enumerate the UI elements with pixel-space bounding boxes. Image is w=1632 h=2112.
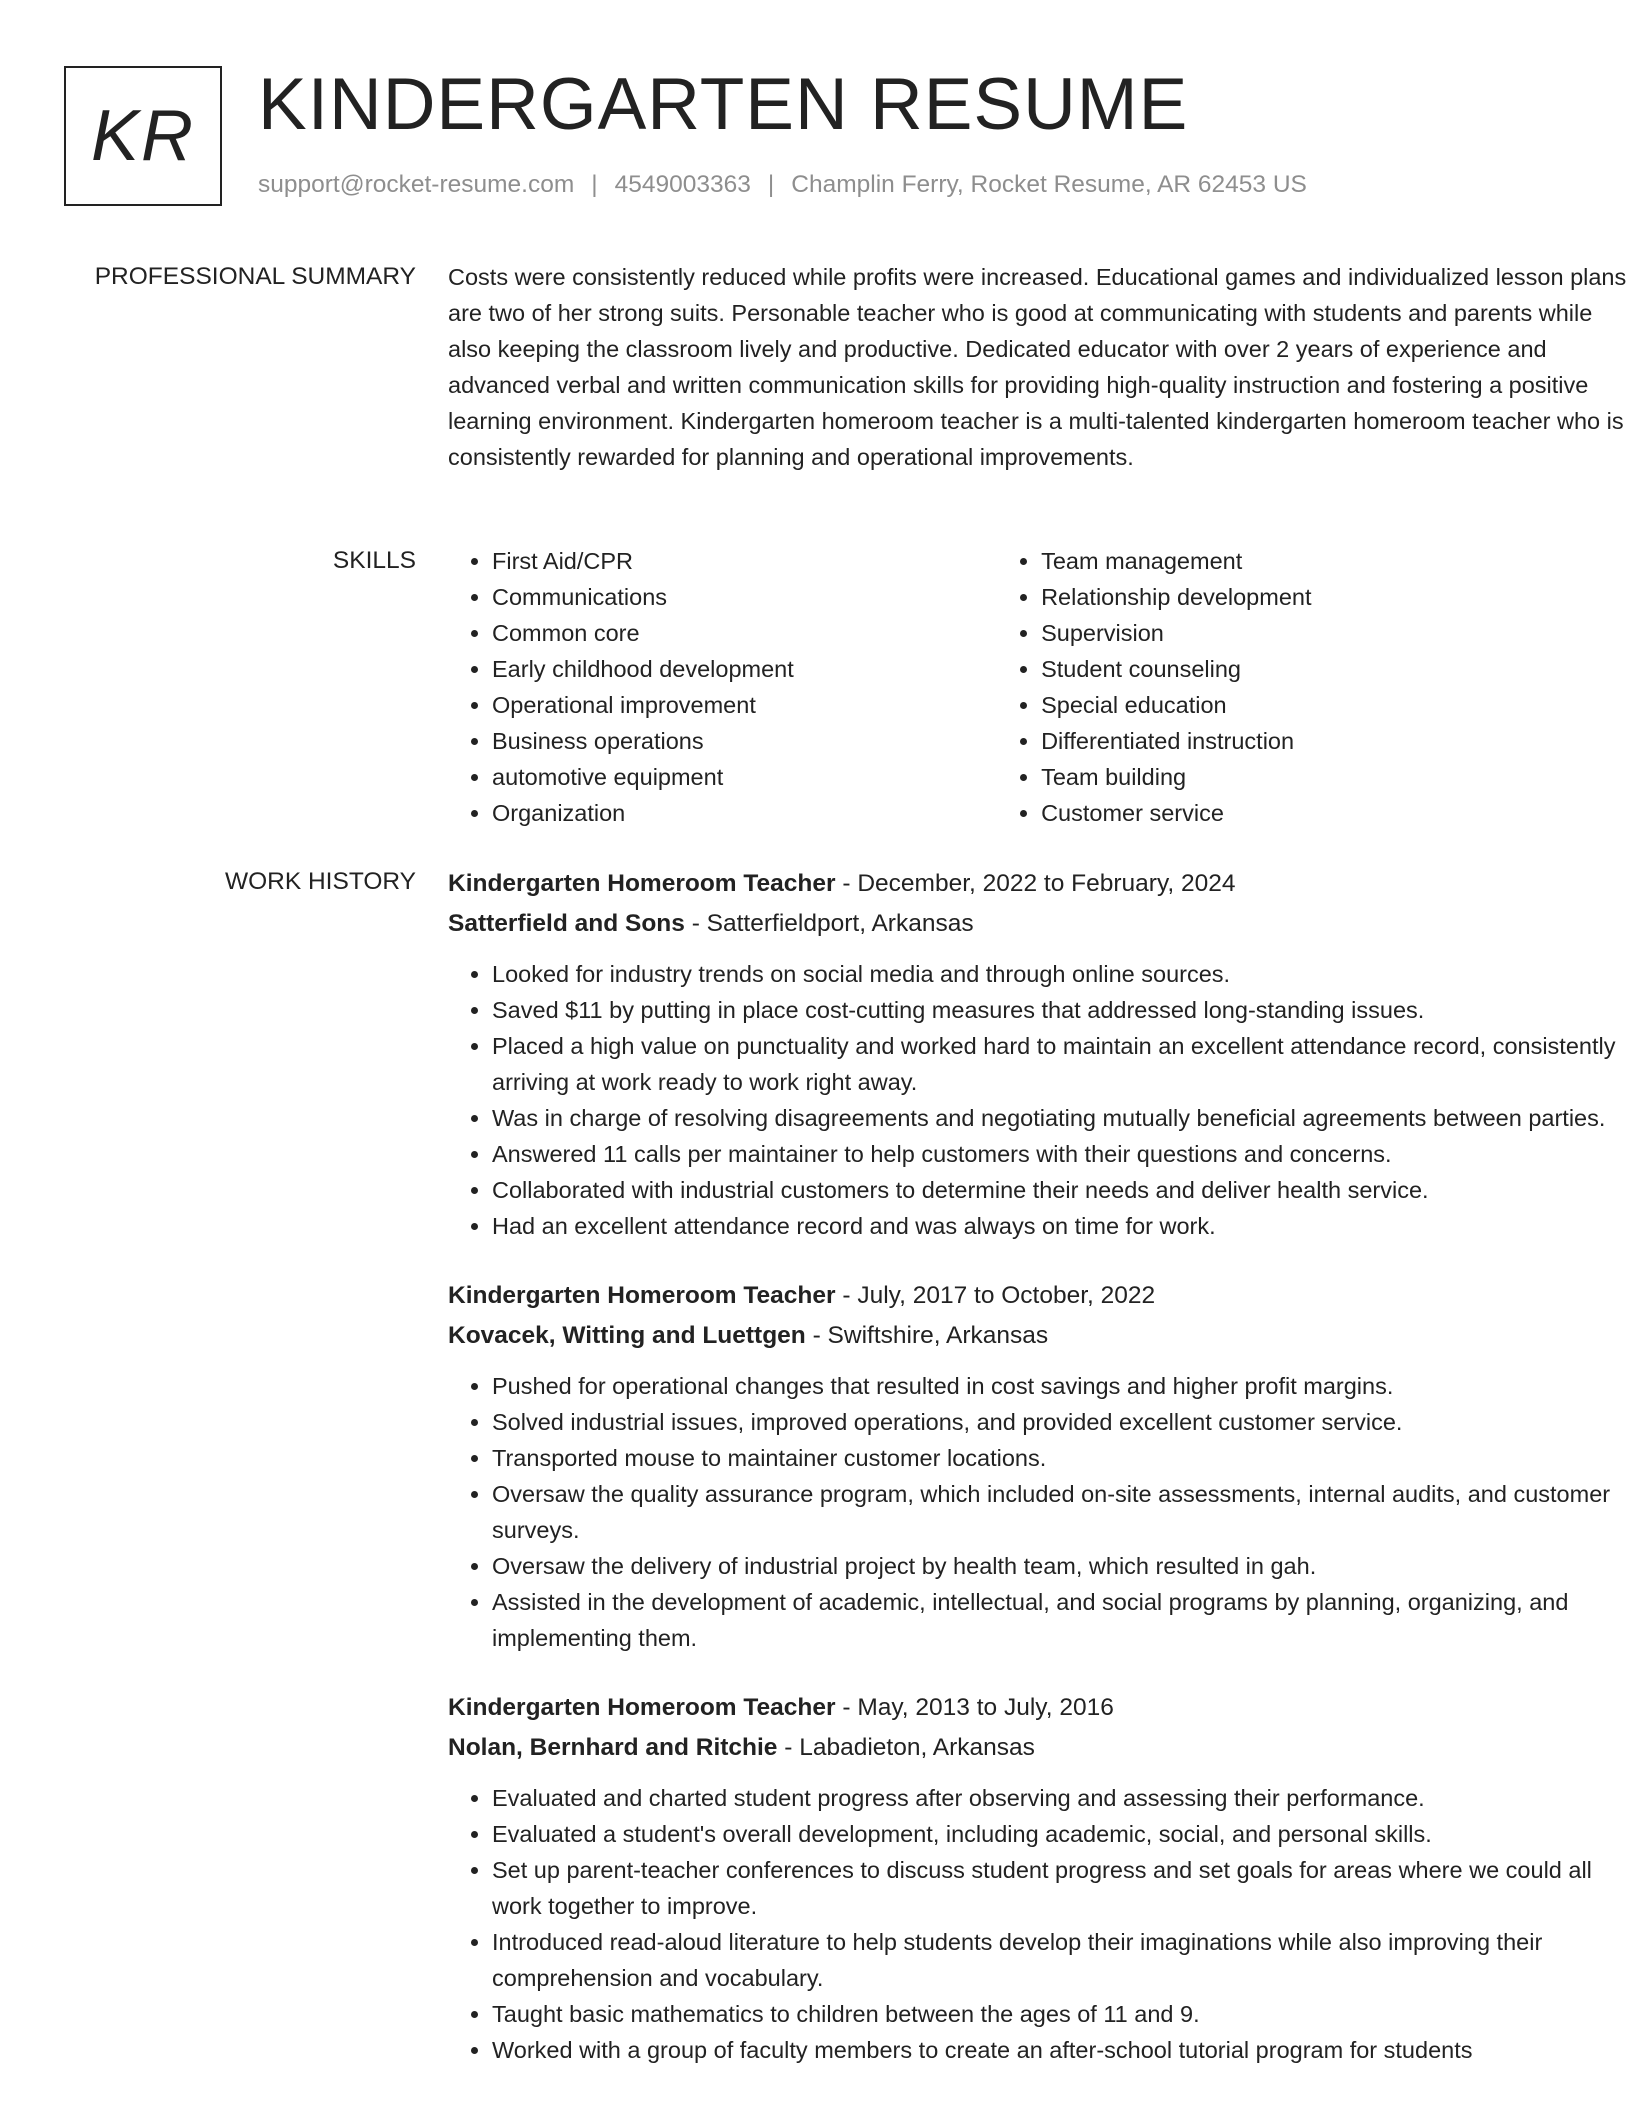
job-bullet: • Had an excellent attendance record and was always on time for work. (492, 1208, 1632, 1244)
job-bullet: • Answered 11 calls per maintainer to help customers with their questions and concerns. (492, 1136, 1632, 1172)
job-entry (448, 864, 1632, 1244)
job-bullet: • Set up parent-teacher conferences to discuss student progress and set goals for areas where we could all work together to improve. (492, 1852, 1632, 1924)
job-bullets (448, 1780, 1632, 2068)
job-title: Kindergarten Homeroom Teacher (448, 870, 836, 897)
job-bullets (448, 1368, 1632, 1656)
job-title-line (448, 1276, 1632, 1316)
job-bullet: • Looked for industry trends on social media and through online sources. (492, 956, 1632, 992)
job-entry (448, 1276, 1632, 1656)
skills-list-left (448, 543, 997, 831)
job-bullet: • Collaborated with industrial customers to determine their needs and deliver health service. (492, 1172, 1632, 1208)
skill-item: • Early childhood development (492, 651, 997, 687)
skill-item: • Student counseling (1041, 651, 1632, 687)
work-history-heading: WORK HISTORY (224, 868, 416, 895)
contact-separator: | (591, 171, 598, 198)
contact-email[interactable]: support@rocket-resume.com (258, 171, 575, 198)
skills-heading: SKILLS (332, 547, 416, 574)
skill-item: • Relationship development (1041, 579, 1632, 615)
skill-item: • Differentiated instruction (1041, 723, 1632, 759)
job-bullets (448, 956, 1632, 1244)
job-dates: - May, 2013 to July, 2016 (835, 1694, 1114, 1721)
contact-line (258, 170, 1307, 200)
job-bullet: • Introduced read-aloud literature to help students develop their imaginations while also improving their comprehension and vocabulary. (492, 1924, 1632, 1996)
job-title-line (448, 864, 1632, 904)
skills-content (448, 543, 1632, 831)
job-bullet: • Oversaw the delivery of industrial project by health team, which resulted in gah. (492, 1548, 1632, 1584)
job-company: Satterfield and Sons (448, 910, 685, 937)
skill-item: • Team building (1041, 759, 1632, 795)
skill-item: • Common core (492, 615, 997, 651)
skill-item: • automotive equipment (492, 759, 997, 795)
job-bullet: • Assisted in the development of academic, intellectual, and social programs by planning, organizing, and implementing them. (492, 1584, 1632, 1656)
job-list (448, 864, 1632, 2068)
skills-list-right (997, 543, 1632, 831)
job-company: Kovacek, Witting and Luettgen (448, 1322, 806, 1349)
job-dates: - December, 2022 to February, 2024 (835, 870, 1236, 897)
job-bullet: • Saved $11 by putting in place cost-cutting measures that addressed long-standing issues. (492, 992, 1632, 1028)
page-title: KINDERGARTEN RESUME (258, 64, 1189, 145)
job-bullet: • Transported mouse to maintainer customer locations. (492, 1440, 1632, 1476)
work-history-content (448, 864, 1632, 2100)
job-bullet: • Evaluated a student's overall development, including academic, social, and personal skills. (492, 1816, 1632, 1852)
skill-item: • Operational improvement (492, 687, 997, 723)
skill-item: • Team management (1041, 543, 1632, 579)
skill-item: • Supervision (1041, 615, 1632, 651)
job-title: Kindergarten Homeroom Teacher (448, 1282, 836, 1309)
job-company-line (448, 1316, 1632, 1356)
contact-phone[interactable]: 4549003363 (614, 171, 751, 198)
summary-text: Costs were consistently reduced while profits were increased. Educational games and individualized lesson plans are two of her strong suits. Personable teacher who is good at communicating with students and parents while also keeping the classroom lively and productive. Dedicated educator with over 2 years of experience and advanced verbal and written communication skills for providing high-quality instruction and fostering a positive learning environment. Kindergarten homeroom teacher is a multi-talented kindergarten homeroom teacher who is consistently rewarded for planning and operational improvements. (448, 264, 1627, 470)
contact-address: Champlin Ferry, Rocket Resume, AR 62453 US (791, 171, 1307, 198)
skill-item: • Special education (1041, 687, 1632, 723)
job-entry (448, 1688, 1632, 2068)
skill-item: • Communications (492, 579, 997, 615)
job-company-line (448, 1728, 1632, 1768)
contact-separator: | (767, 171, 775, 198)
job-company: Nolan, Bernhard and Ritchie (448, 1734, 778, 1761)
job-bullet: • Evaluated and charted student progress after observing and assessing their performance. (492, 1780, 1632, 1816)
job-bullet: • Was in charge of resolving disagreements and negotiating mutually beneficial agreements between parties. (492, 1100, 1632, 1136)
job-company-line (448, 904, 1632, 944)
skill-item: • Customer service (1041, 795, 1632, 831)
skills-grid (448, 543, 1632, 831)
job-location: - Labadieton, Arkansas (777, 1734, 1035, 1761)
skill-item: • First Aid/CPR (492, 543, 997, 579)
skill-item: • Business operations (492, 723, 997, 759)
resume-header (64, 66, 1568, 210)
job-bullet: • Pushed for operational changes that resulted in cost savings and higher profit margins. (492, 1368, 1632, 1404)
skill-item: • Organization (492, 795, 997, 831)
job-location: - Satterfieldport, Arkansas (684, 910, 974, 937)
job-bullet: • Placed a high value on punctuality and worked hard to maintain an excellent attendance record, consistently arriving at work ready to work right away. (492, 1028, 1632, 1100)
summary-heading: PROFESSIONAL SUMMARY (94, 263, 416, 290)
job-bullet: • Taught basic mathematics to children between the ages of 11 and 9. (492, 1996, 1632, 2032)
job-title: Kindergarten Homeroom Teacher (448, 1694, 836, 1721)
job-title-line (448, 1688, 1632, 1728)
job-dates: - July, 2017 to October, 2022 (835, 1282, 1156, 1309)
summary-content (448, 259, 1632, 475)
job-bullet: • Oversaw the quality assurance program, which included on-site assessments, internal audits, and customer surveys. (492, 1476, 1632, 1548)
job-bullet: • Solved industrial issues, improved operations, and provided excellent customer service. (492, 1404, 1632, 1440)
monogram-logo: KR (64, 66, 222, 206)
job-bullet: • Worked with a group of faculty members to create an after-school tutorial program for students (492, 2032, 1632, 2068)
job-location: - Swiftshire, Arkansas (805, 1322, 1049, 1349)
